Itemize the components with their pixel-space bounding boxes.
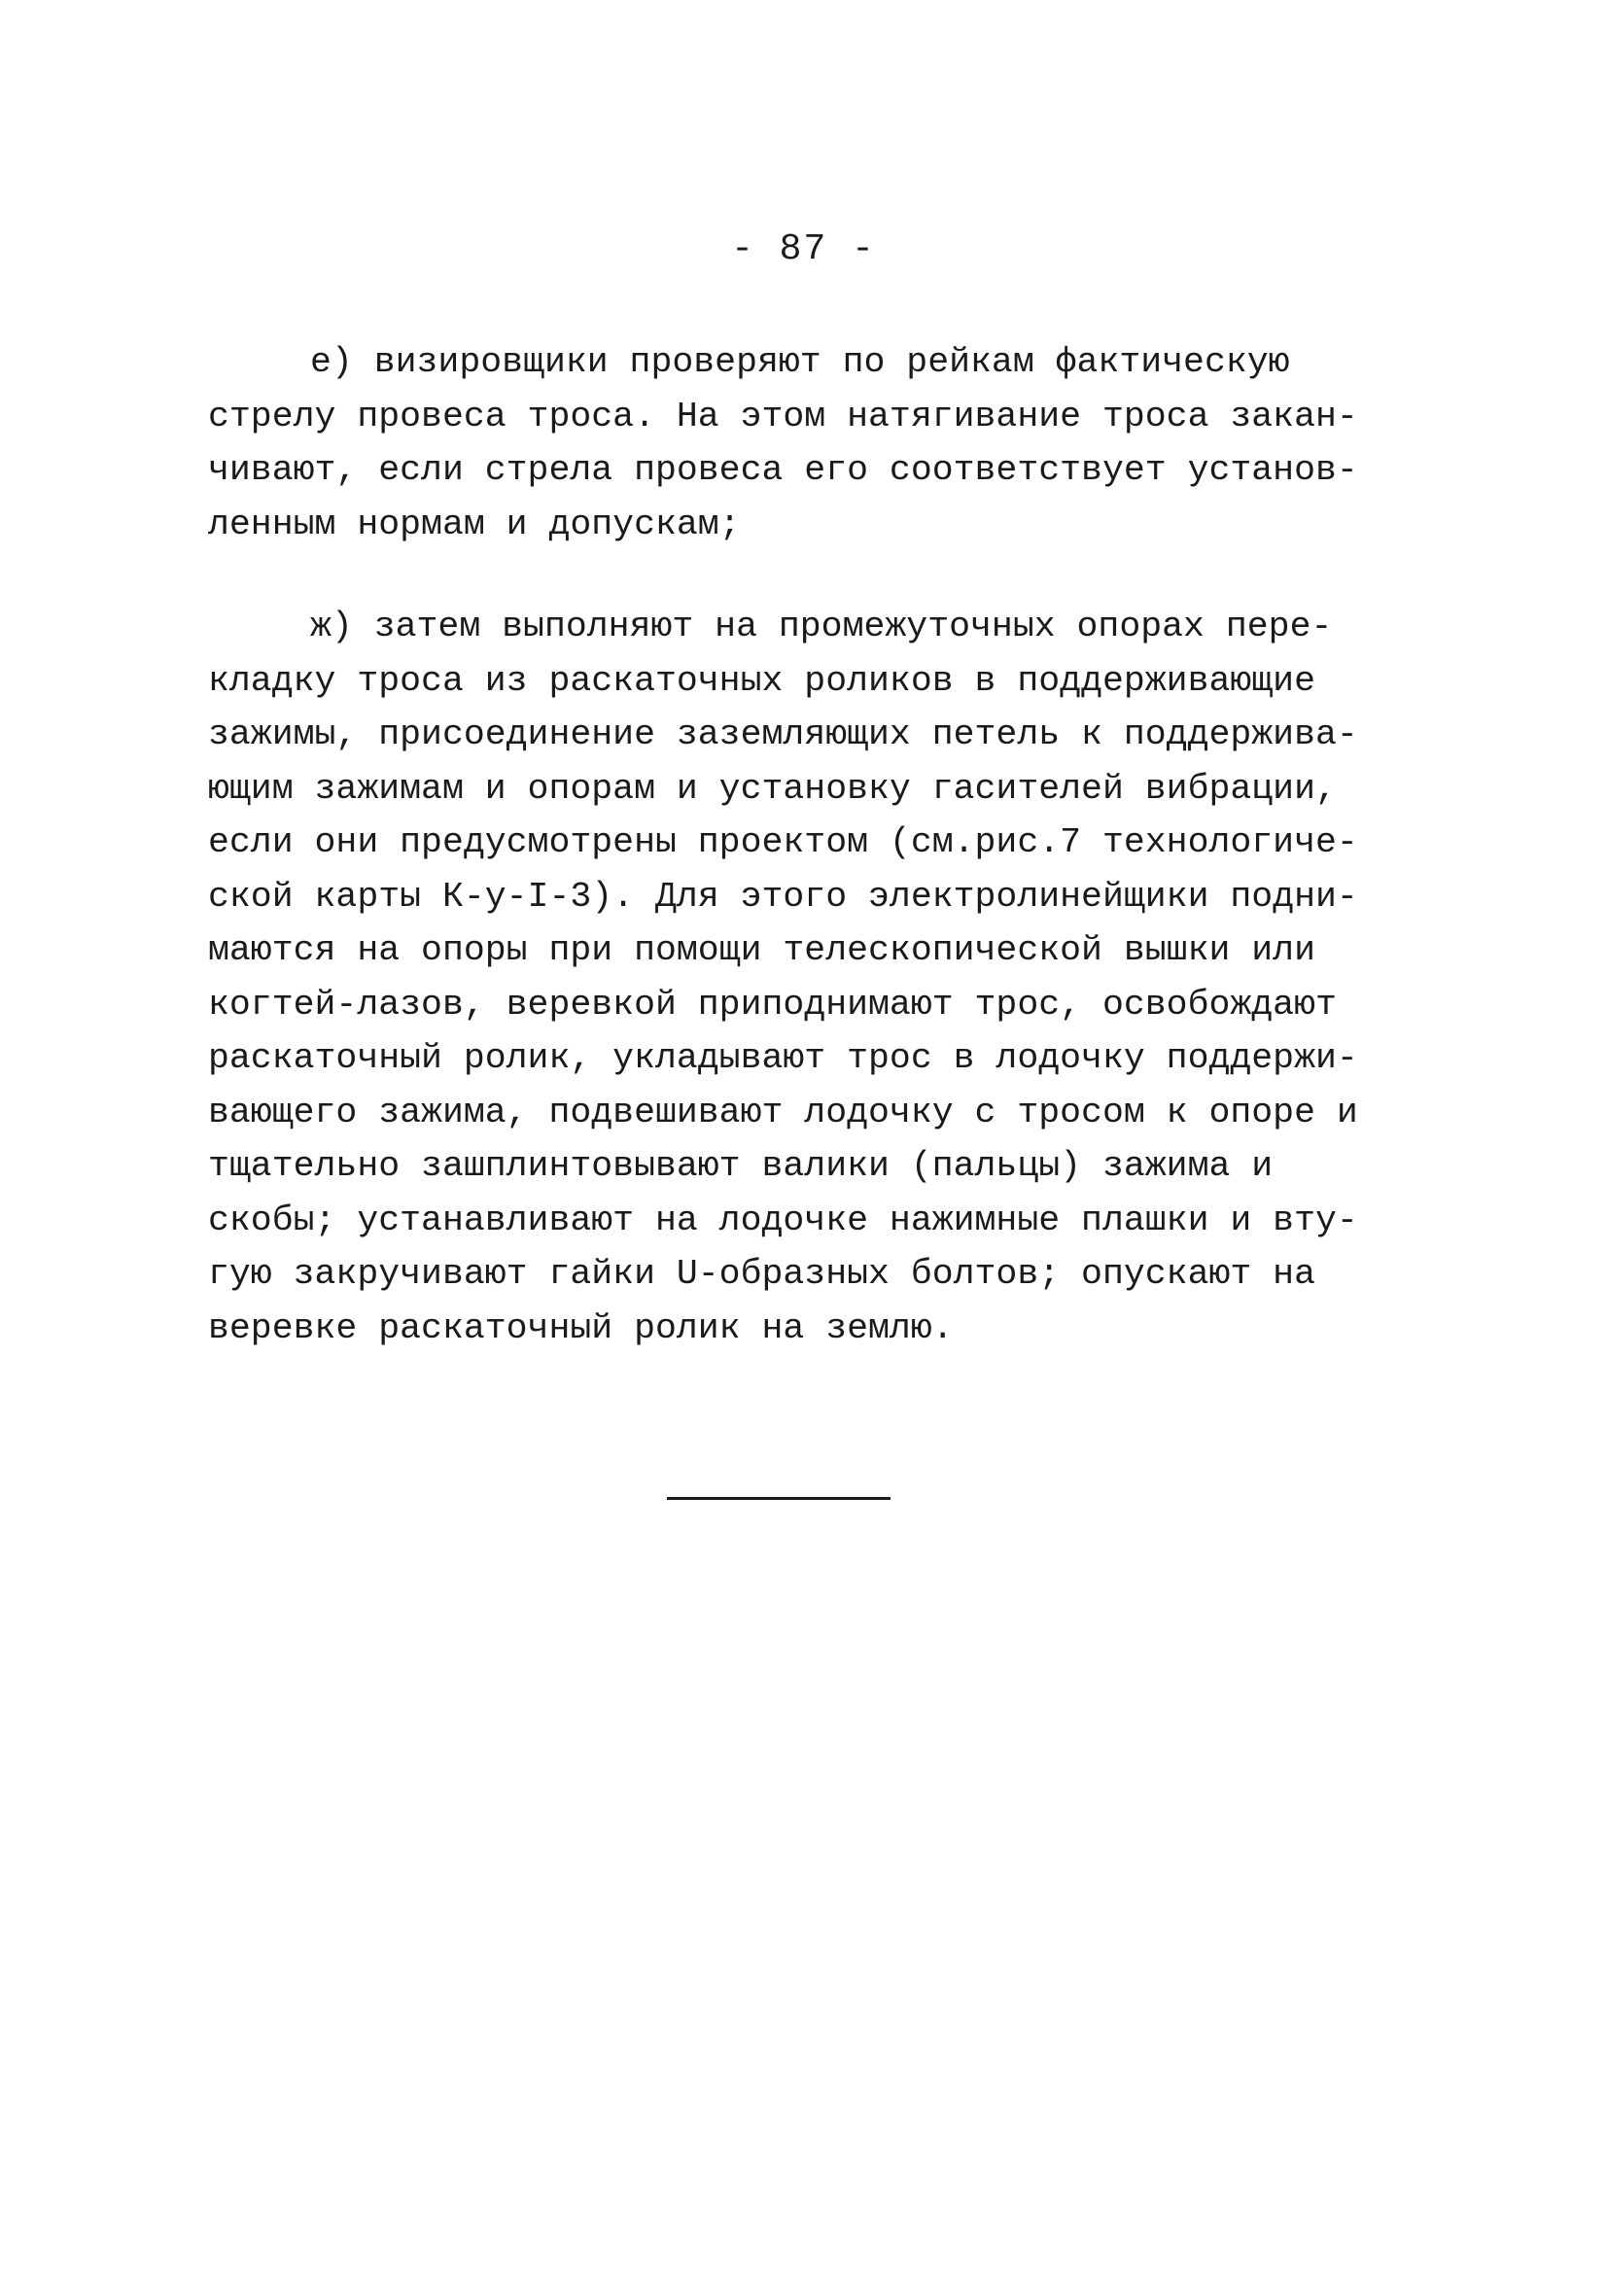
- text-line: стрелу провеса троса. На этом натягивание троса закан-: [208, 396, 1358, 436]
- end-of-text-rule: [667, 1497, 891, 1500]
- text-line: кладку троса из раскаточных роликов в поддерживающие: [208, 660, 1315, 701]
- text-line: маются на опоры при помощи телескопической вышки или: [208, 930, 1315, 970]
- page-number: - 87 -: [731, 228, 876, 270]
- paragraph-e: [208, 335, 1414, 551]
- text-line: чивают, если стрела провеса его соответствует установ-: [208, 450, 1358, 490]
- text-line: е) визировщики проверяют по рейкам фактическую: [310, 342, 1290, 382]
- text-line: веревке раскаточный ролик на землю.: [208, 1307, 954, 1348]
- paragraph-zh: [208, 600, 1414, 1355]
- text-line: когтей-лазов, веревкой приподнимают трос, освобождают: [208, 984, 1337, 1025]
- text-line: скобы; устанавливают на лодочке нажимные плашки и вту-: [208, 1200, 1358, 1240]
- text-line: ленным нормам и допускам;: [208, 504, 741, 544]
- text-line: вающего зажима, подвешивают лодочку с тросом к опоре и: [208, 1092, 1358, 1132]
- text-line: тщательно зашплинтовывают валики (пальцы) зажима и: [208, 1146, 1274, 1186]
- text-line: зажимы, присоединение заземляющих петель к поддержива-: [208, 714, 1358, 754]
- text-line: если они предусмотрены проектом (см.рис.7 технологиче-: [208, 822, 1358, 862]
- text-line: раскаточный ролик, укладывают трос в лодочку поддержи-: [208, 1038, 1358, 1078]
- text-line: ж) затем выполняют на промежуточных опорах пере-: [310, 607, 1333, 646]
- paragraph-spacer: [208, 551, 1414, 600]
- text-line: ской карты К-у-I-3). Для этого электролинейщики подни-: [208, 876, 1358, 917]
- body-text: [208, 335, 1414, 1355]
- text-line: ющим зажимам и опорам и установку гасителей вибрации,: [208, 768, 1337, 809]
- text-line: гую закручивают гайки U-образных болтов; опускают на: [208, 1254, 1315, 1294]
